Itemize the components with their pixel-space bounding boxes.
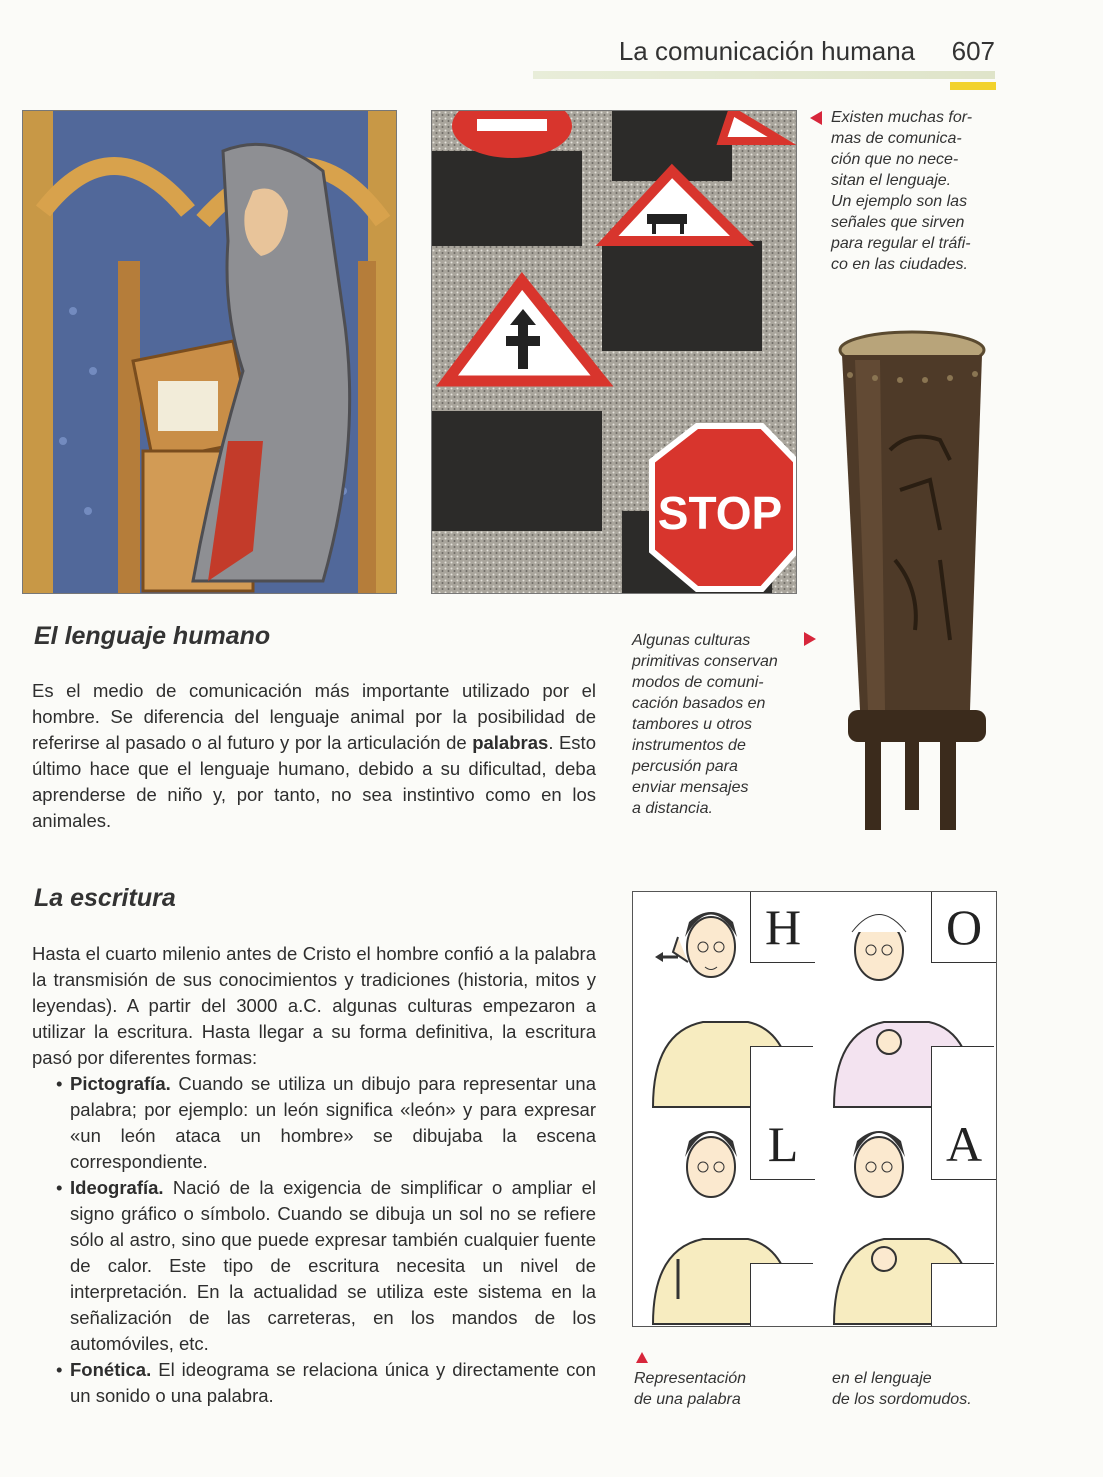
letter-a: A (931, 1109, 996, 1180)
caption-line: instrumentos de (632, 737, 746, 754)
bullet-term: Fonética. (70, 1359, 152, 1380)
hola-caption-left (634, 1368, 746, 1410)
caption-line: tambores u otros (632, 716, 753, 733)
bullet-icon: • (56, 1073, 63, 1094)
hand-h-icon (750, 1046, 813, 1109)
drum-image (820, 330, 1000, 845)
header-accent-bar (950, 82, 996, 90)
letter-l: L (750, 1109, 815, 1180)
signs-caption (831, 107, 1001, 275)
caption-line: percusión para (632, 758, 738, 775)
caption-line: para regular el tráfi- (831, 235, 971, 252)
caption-line: a distancia. (632, 800, 713, 817)
traffic-signs-photo (431, 110, 797, 594)
caption-line: Un ejemplo son las (831, 193, 968, 210)
drum-caption (632, 630, 802, 819)
caption-line: mas de comunica- (831, 130, 962, 147)
caption-line: en el lenguaje (832, 1370, 932, 1387)
scribe-image (23, 111, 396, 593)
bullet-icon: • (56, 1359, 63, 1380)
page-number: 607 (951, 36, 995, 66)
section-lenguaje-paragraph (32, 678, 596, 834)
hand-a-icon (931, 1263, 994, 1326)
caption-line: señales que sirven (831, 214, 965, 231)
scribe-illustration (22, 110, 397, 594)
hand-o-icon (931, 1046, 994, 1109)
caption-line: de una palabra (634, 1391, 741, 1408)
sign-language-hola-figure (632, 891, 997, 1327)
bullet-term: Pictografía. (70, 1073, 171, 1094)
caption-pointer-right-icon (804, 632, 816, 646)
list-item (54, 1175, 596, 1357)
bullet-text: El ideograma se relaciona única y directamente con un sonido o una palabra. (70, 1359, 596, 1406)
caption-pointer-up-icon (636, 1352, 648, 1363)
letter-o: O (931, 892, 996, 963)
caption-line: modos de comuni- (632, 674, 764, 691)
stop-sign-text: STOP (657, 487, 783, 539)
list-item (54, 1071, 596, 1175)
caption-line: Representación (634, 1370, 747, 1387)
section-escritura-intro: Hasta el cuarto milenio antes de Cristo el hombre confió a la palabra la transmisión de sus conocimientos y tradiciones (historia, mitos y leyendas). A partir del 3000 a.C. algunas culturas empezaron a utilizar la escritura. Hasta llegar a su forma definitiva, la escritura pasó por diferentes formas: (32, 943, 596, 1068)
caption-pointer-left-icon (810, 111, 822, 125)
letter-h: H (750, 892, 815, 963)
bold-term: palabras (472, 732, 549, 753)
section-title-escritura: La escritura (34, 884, 176, 912)
traffic-signs-image (432, 111, 796, 593)
caption-line: sitan el lenguaje. (831, 172, 952, 189)
header-rule (533, 71, 995, 79)
header-title: La comunicación humana (618, 36, 916, 66)
bullet-icon: • (56, 1177, 63, 1198)
writing-forms-list (54, 1071, 596, 1409)
hola-caption-right (832, 1368, 972, 1410)
caption-line: Algunas culturas (632, 632, 751, 649)
drum-photo (820, 330, 1000, 845)
caption-line: primitivas conservan (632, 653, 778, 670)
section-title-lenguaje: El lenguaje humano (34, 622, 271, 650)
caption-line: de los sordomudos. (832, 1391, 972, 1408)
caption-line: co en las ciudades. (831, 256, 968, 273)
list-item (54, 1357, 596, 1409)
bullet-text: Cuando se utiliza un dibujo para representar una palabra; por ejemplo: un león significa «león» y para expresar «un león ataca un hombre» se dibujaba la escena correspondiente. (70, 1073, 596, 1172)
bullet-term: Ideografía. (70, 1177, 164, 1198)
caption-line: enviar mensajes (632, 779, 749, 796)
running-header (619, 36, 995, 67)
paragraph-text: Es el medio de comunicación más importante utilizado por el hombre. Se diferencia del lenguaje animal por la posibilidad de referirse al pasado o al futuro y por la articulación de (32, 680, 596, 753)
caption-line: ción que no nece- (831, 151, 959, 168)
hand-l-icon (750, 1263, 813, 1326)
caption-line: cación basados en (632, 695, 766, 712)
caption-line: Existen muchas for- (831, 109, 973, 126)
bullet-text: Nació de la exigencia de simplificar o ampliar el signo gráfico o símbolo. Cuando se dibuja un sol no se refiere sólo al astro, sino que puede expresar también cualquier fuente de calor. Este tipo de escritura necesita un nivel de interpretación. En la actualidad se utiliza este sistema en la señalización de las carreteras, en los mandos de los automóviles, etc. (70, 1177, 596, 1354)
paragraph-text: . Esto último hace que el lenguaje humano, debido a su dificultad, deba aprenderse de niño y, por tanto, no sea instintivo como en los animales. (32, 732, 596, 831)
